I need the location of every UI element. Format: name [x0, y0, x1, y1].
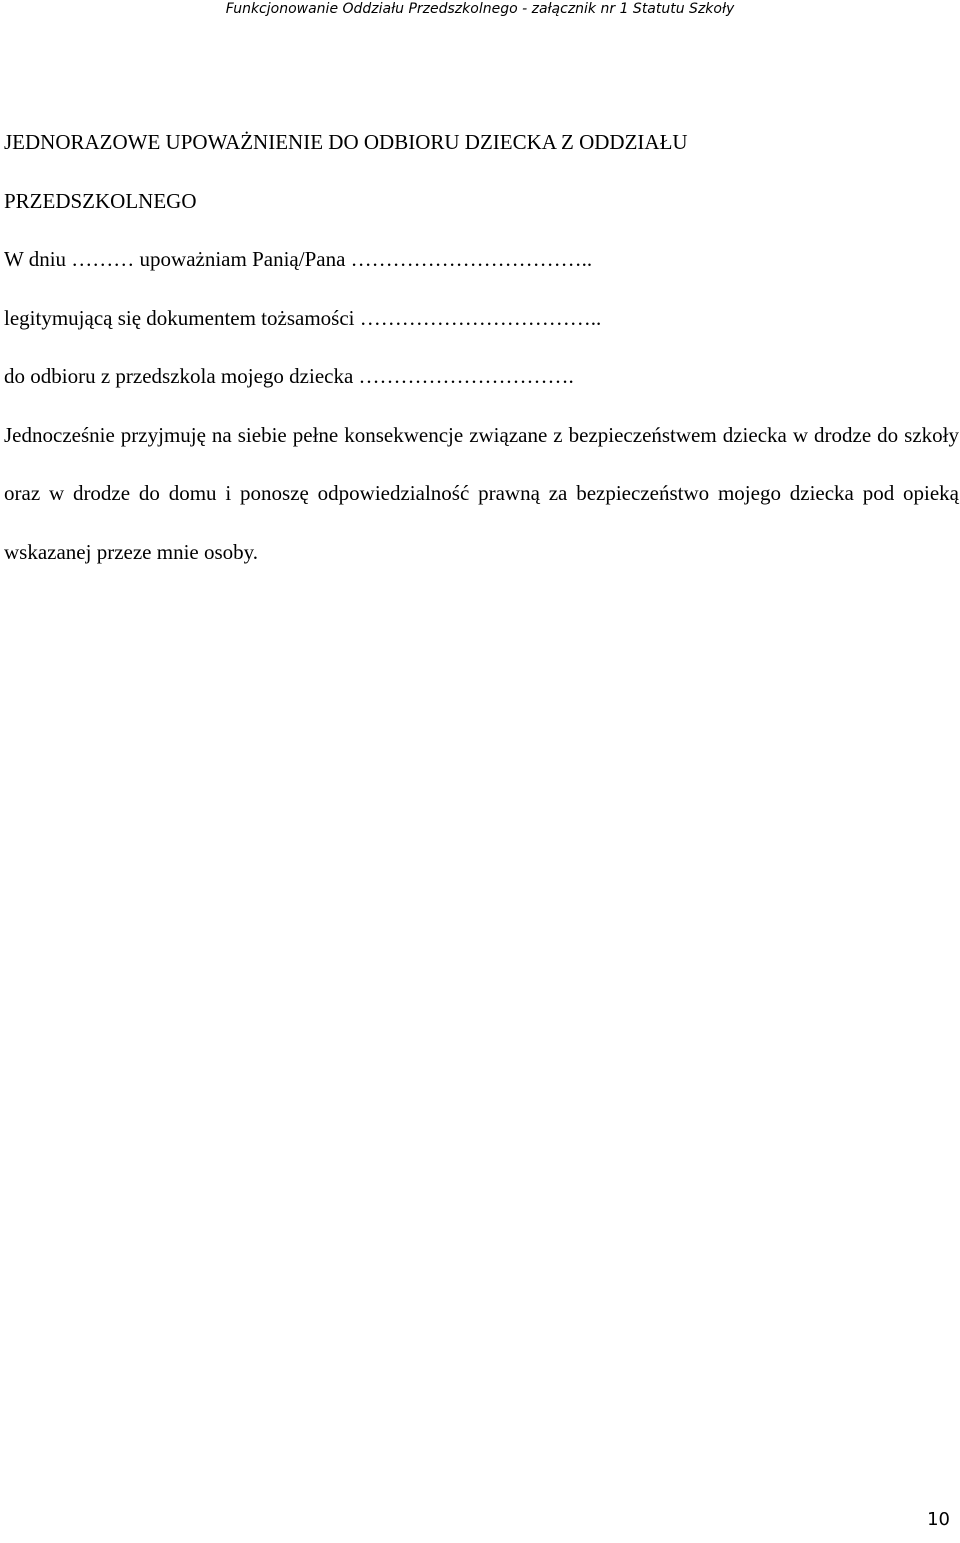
- responsibility-paragraph: Jednocześnie przyjmuję na siebie pełne konsekwencje związane z bezpieczeństwem dziecka w drodze do szkoły oraz w drodze do domu i ponoszę odpowiedzialność prawną za bezpieczeństwo mojego dziecka pod opieką wskazanej przeze mnie osoby.: [4, 422, 959, 564]
- date-and-authorized-person-line: W dniu ……… upoważniam Panią/Pana ……………………………..: [4, 247, 593, 271]
- document-title-line-2: PRZEDSZKOLNEGO: [4, 188, 197, 213]
- running-header: Funkcjonowanie Oddziału Przedszkolnego - załącznik nr 1 Statutu Szkoły: [225, 1, 735, 17]
- document-title: [4, 113, 959, 230]
- document-title-line-1: JEDNORAZOWE UPOWAŻNIENIE DO ODBIORU DZIECKA Z ODDZIAŁU: [4, 130, 688, 154]
- page-number: 10: [927, 1509, 950, 1530]
- identity-document-line: legitymującą się dokumentem tożsamości ……………………………..: [4, 305, 602, 330]
- child-name-line: do odbioru z przedszkola mojego dziecka ………………………….: [4, 364, 574, 388]
- document-body: [4, 113, 959, 581]
